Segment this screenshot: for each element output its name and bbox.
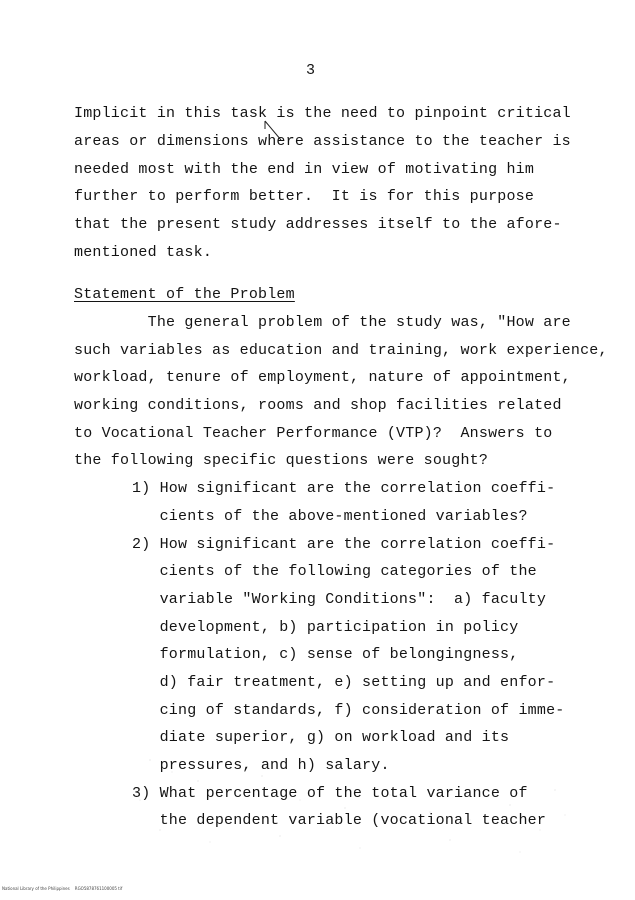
text-line: The general problem of the study was, "How are: [74, 314, 571, 331]
text-line: such variables as education and training, work experience,: [74, 342, 608, 359]
text-line: working conditions, rooms and shop facilities related: [74, 397, 562, 414]
list-item: 3) What percentage of the total variance of: [132, 785, 528, 802]
text-line: the following specific questions were sought?: [74, 452, 489, 469]
text-line: workload, tenure of employment, nature of appointment,: [74, 369, 571, 386]
text-line: to Vocational Teacher Performance (VTP)? Answers to: [74, 425, 553, 442]
list-item: cing of standards, f) consideration of imme-: [132, 702, 565, 719]
list-item: the dependent variable (vocational teacher: [132, 812, 547, 829]
scan-footer-label: National Library of the Philippines RGO5878761100005 tif: [2, 886, 123, 891]
list-item: 2) How significant are the correlation coeffi-: [132, 536, 556, 553]
list-item: cients of the following categories of the: [132, 563, 537, 580]
text-line: further to perform better. It is for this purpose: [74, 188, 535, 205]
list-item: diate superior, g) on workload and its: [132, 729, 510, 746]
text-line: needed most with the end in view of motivating him: [74, 161, 535, 178]
text-line: areas or dimensions where assistance to the teacher is: [74, 133, 571, 150]
list-item: 1) How significant are the correlation coeffi-: [132, 480, 556, 497]
list-item: cients of the above-mentioned variables?: [132, 508, 528, 525]
list-item: pressures, and h) salary.: [132, 757, 390, 774]
list-item: formulation, c) sense of belongingness,: [132, 646, 519, 663]
text-line: that the present study addresses itself to the afore-: [74, 216, 562, 233]
list-item: d) fair treatment, e) setting up and enfor-: [132, 674, 556, 691]
text-line: Implicit in this task is the need to pinpoint critical: [74, 105, 571, 122]
section-heading: Statement of the Problem: [74, 286, 295, 303]
list-item: development, b) participation in policy: [132, 619, 519, 636]
page-number: 3: [306, 62, 316, 79]
list-item: variable "Working Conditions": a) faculty: [132, 591, 547, 608]
text-line: mentioned task.: [74, 244, 213, 261]
